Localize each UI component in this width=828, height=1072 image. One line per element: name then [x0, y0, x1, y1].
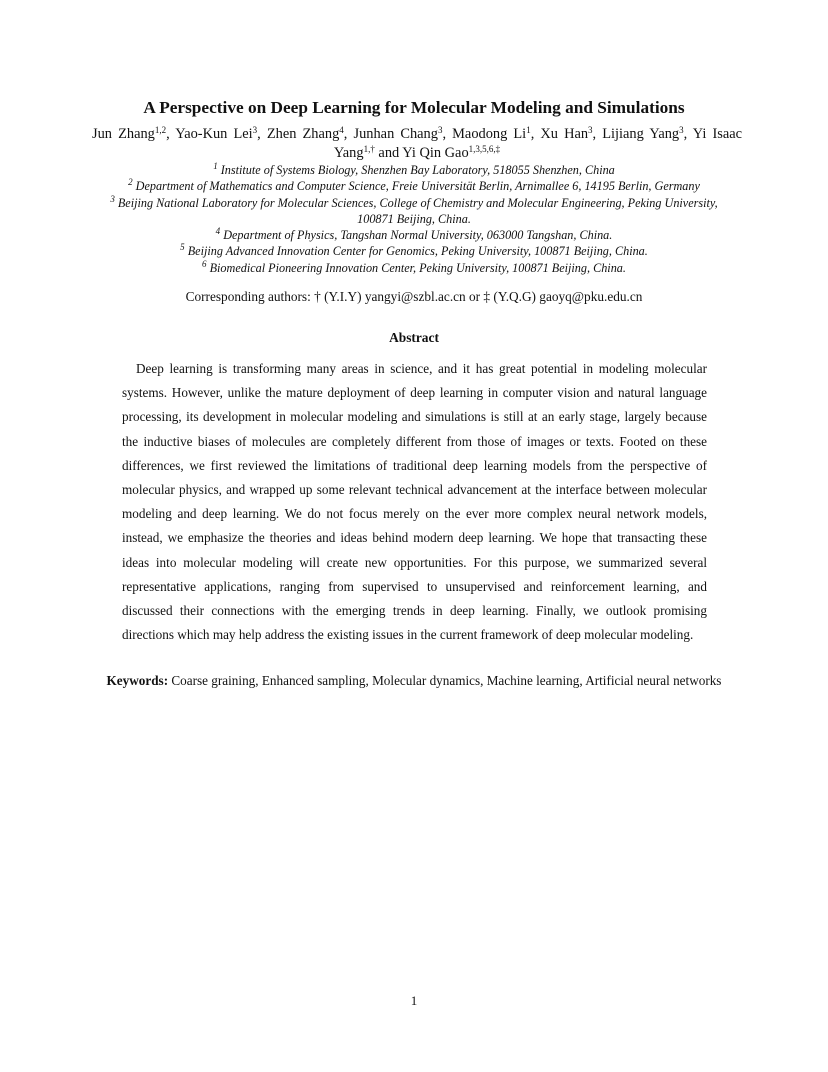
- author-list: [92, 125, 742, 163]
- affiliation-number: 5: [180, 242, 185, 253]
- author-separator: ,: [683, 126, 693, 142]
- author-name: Yi Isaac Yang: [333, 126, 743, 161]
- author-name: Xu Han: [540, 126, 589, 142]
- affiliation-list: [0, 162, 828, 276]
- author-separator: and: [374, 145, 403, 161]
- author: [602, 126, 693, 142]
- affiliation: [0, 243, 828, 259]
- author: [402, 145, 500, 161]
- keywords-list: Coarse graining, Enhanced sampling, Molecular dynamics, Machine learning, Artificial neural networks: [171, 673, 722, 688]
- author-name: Yao-Kun Lei: [175, 126, 253, 142]
- author-separator: ,: [343, 126, 354, 142]
- author-affiliation-marker: 4: [339, 125, 344, 135]
- author-affiliation-marker: 1,2: [154, 125, 167, 135]
- author-separator: ,: [592, 126, 603, 142]
- affiliation-number: 2: [128, 177, 133, 188]
- author: [354, 126, 453, 142]
- author-affiliation-marker: 3: [679, 125, 684, 135]
- author-affiliation-marker: 3: [252, 125, 258, 135]
- author: [452, 126, 540, 142]
- author-name: Yi Qin Gao: [402, 145, 469, 161]
- affiliation: [94, 195, 734, 228]
- affiliation-number: 3: [110, 193, 115, 204]
- author-separator: ,: [530, 126, 541, 142]
- affiliation: [0, 162, 828, 178]
- keywords-label: Keywords:: [106, 673, 169, 688]
- keywords-line: [0, 672, 828, 690]
- affiliation-text: Biomedical Pioneering Innovation Center, Peking University, 100871 Beijing, China.: [209, 260, 626, 275]
- abstract-heading: Abstract: [389, 330, 439, 345]
- author-name: Junhan Chang: [353, 126, 438, 142]
- author-name: Maodong Li: [452, 126, 527, 142]
- affiliation-text: Institute of Systems Biology, Shenzhen Bay Laboratory, 518055 Shenzhen, China: [220, 163, 615, 177]
- author-affiliation-marker: 3: [437, 125, 443, 135]
- affiliation: [0, 227, 828, 243]
- corresponding-authors: Corresponding authors: † (Y.I.Y) yangyi@szbl.ac.cn or ‡ (Y.Q.G) gaoyq@pku.edu.cn: [185, 289, 643, 304]
- author-name: Lijiang Yang: [602, 126, 680, 142]
- author-separator: ,: [257, 126, 267, 142]
- paper-title: A Perspective on Deep Learning for Molecular Modeling and Simulations: [143, 98, 685, 117]
- author-affiliation-marker: 1,3,5,6,‡: [468, 144, 501, 154]
- author-affiliation-marker: 3: [588, 125, 593, 135]
- author-affiliation-marker: 1,†: [363, 144, 375, 154]
- affiliation-number: 1: [213, 161, 218, 171]
- affiliation-text: Department of Mathematics and Computer Science, Freie Universität Berlin, Arnimallee 6, 14195 Berlin, Germany: [135, 179, 700, 194]
- affiliation-number: 6: [202, 258, 207, 269]
- author-name: Jun Zhang: [92, 126, 155, 142]
- affiliation-text: Beijing Advanced Innovation Center for Genomics, Peking University, 100871 Beijing, China.: [187, 244, 648, 259]
- author-separator: ,: [166, 126, 176, 142]
- author-separator: ,: [442, 126, 453, 142]
- abstract-text: Deep learning is transforming many areas in science, and it has great potential in modeling molecular systems. However, unlike the mature deployment of deep learning in computer vision and natural language processing, its development in molecular modeling and simulations is still at an early stage, largely because the inductive biases of molecules are completely different from those of images or texts. Footed on these differences, we first reviewed the limitations of traditional deep learning models from the perspective of molecular physics, and wrapped up some relevant technical advancement at the interface between molecular modeling and deep learning. We do not focus merely on the ever more complex neural network models, instead, we emphasize the theories and ideas behind modern deep learning. We hope that transacting these ideas into molecular modeling will create new opportunities. For this purpose, we summarized several representative applications, ranging from supervised to unsupervised and reinforcement learning, and discussed their connections with the emerging trends in deep learning. Finally, we outlook promising directions which may help address the existing issues in the current framework of deep molecular modeling.: [122, 361, 707, 643]
- affiliation-text: Beijing National Laboratory for Molecular Sciences, College of Chemistry and Molecular Engineering, Peking University, 100871 Beijing, China.: [117, 195, 718, 226]
- affiliation: [0, 260, 828, 276]
- page-number: 1: [410, 993, 418, 1008]
- affiliation: [0, 178, 828, 194]
- affiliation-number: 4: [215, 226, 221, 237]
- author: [540, 126, 602, 142]
- affiliation-text: Department of Physics, Tangshan Normal University, 063000 Tangshan, China.: [223, 228, 613, 243]
- author-affiliation-marker: 1: [526, 125, 531, 135]
- author: [175, 126, 267, 142]
- author-name: Zhen Zhang: [266, 126, 340, 142]
- author: [92, 126, 175, 142]
- author: [267, 126, 354, 142]
